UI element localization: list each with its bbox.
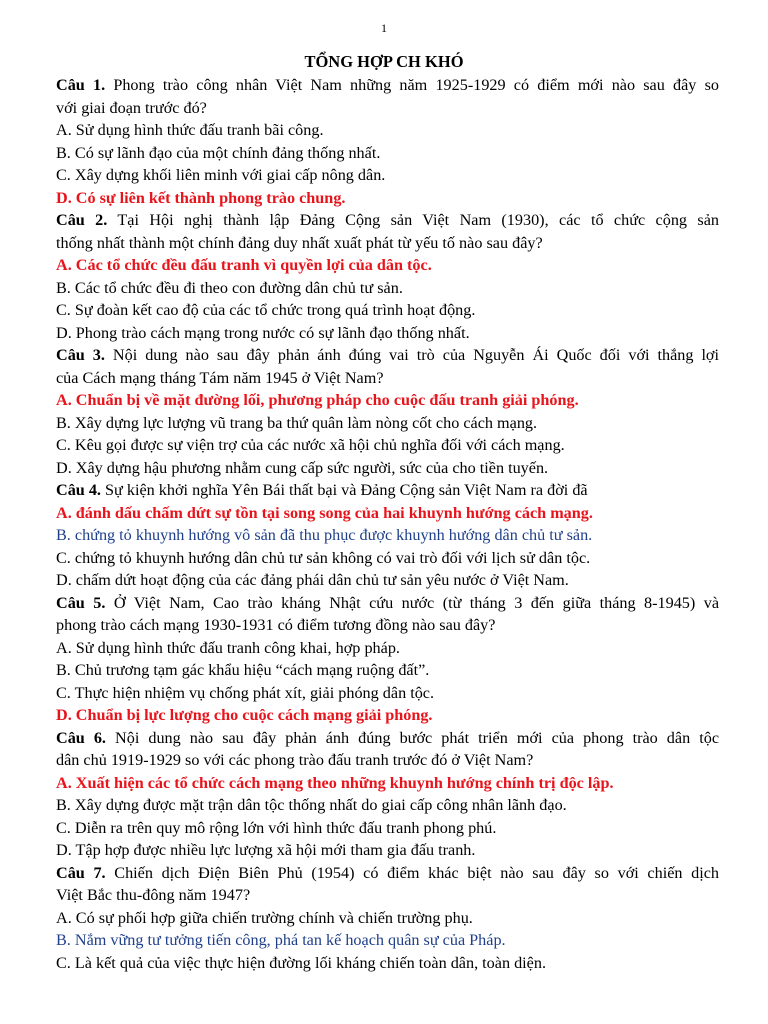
answer-option: D. Tập hợp được nhiều lực lượng xã hội mới tham gia đấu tranh. — [56, 841, 476, 859]
question-stem — [56, 862, 719, 885]
question-stem — [56, 344, 719, 367]
question-stem — [56, 727, 719, 750]
question-stem — [56, 592, 719, 615]
question-label: Câu 5. — [56, 593, 106, 612]
question-text: Chiến dịch Điện Biên Phủ (1954) có điểm khác biệt nào sau đây so với chiến dịch — [114, 863, 719, 882]
question-stem — [56, 209, 719, 232]
answer-option-correct: A. Các tổ chức đều đấu tranh vì quyền lợi của dân tộc. — [56, 256, 432, 274]
question-text: với giai đoạn trước đó? — [56, 98, 207, 117]
answer-option: D. chấm dứt hoạt động của các đảng phái dân chủ tư sản yêu nước ở Việt Nam. — [56, 571, 569, 589]
question-label: Câu 6. — [56, 728, 106, 747]
answer-option: C. Sự đoàn kết cao độ của các tổ chức trong quá trình hoạt động. — [56, 301, 476, 319]
answer-option: D. Phong trào cách mạng trong nước có sự lãnh đạo thống nhất. — [56, 323, 470, 342]
question-stem-continuation — [56, 97, 719, 120]
answer-option: C. Diễn ra trên quy mô rộng lớn với hình thức đấu tranh phong phú. — [56, 818, 497, 837]
question-label: Câu 4. — [56, 481, 101, 499]
question-stem-continuation — [56, 614, 719, 637]
answer-option: C. Là kết quả của việc thực hiện đường lối kháng chiến toàn dân, toàn diện. — [56, 953, 547, 972]
answer-option: B. Các tổ chức đều đi theo con đường dân chủ tư sản. — [56, 278, 403, 297]
document-title: TỔNG HỢP CH KHÓ — [304, 52, 464, 71]
question-block — [56, 862, 719, 975]
question-label: Câu 7. — [56, 863, 106, 882]
answer-option: D. Xây dựng hậu phương nhằm cung cấp sức người, sức của cho tiền tuyến. — [56, 458, 549, 477]
answer-option: C. chứng tỏ khuynh hướng dân chủ tư sản không có vai trò đối với lịch sử dân tộc. — [56, 548, 591, 567]
question-stem-continuation — [56, 884, 719, 907]
answer-option: C. Xây dựng khối liên minh với giai cấp nông dân. — [56, 166, 386, 184]
question-block — [56, 592, 719, 727]
answer-option-correct: D. Chuẩn bị lực lượng cho cuộc cách mạng giải phóng. — [56, 706, 433, 724]
answer-option-correct: A. đánh dấu chấm dứt sự tồn tại song song của hai khuynh hướng cách mạng. — [56, 503, 593, 522]
question-stem-continuation — [56, 749, 719, 772]
question-text: Việt Bắc thu-đông năm 1947? — [56, 886, 251, 904]
question-label: Câu 2. — [56, 211, 108, 229]
answer-option: B. Xây dựng lực lượng vũ trang ba thứ quân làm nòng cốt cho cách mạng. — [56, 413, 538, 432]
answer-option-correct: A. Chuẩn bị về mặt đường lối, phương pháp cho cuộc đấu tranh giải phóng. — [56, 391, 579, 409]
question-text: Nội dung nào sau đây phản ánh đúng vai trò của Nguyễn Ái Quốc đối với thắng lợi — [112, 346, 719, 364]
question-block — [56, 209, 719, 344]
question-text: thống nhất thành một chính đảng duy nhất xuất phát từ yếu tố nào sau đây? — [56, 233, 543, 252]
answer-option: A. Có sự phối hợp giữa chiến trường chính và chiến trường phụ. — [56, 908, 473, 927]
answer-option: C. Kêu gọi được sự viện trợ của các nước xã hội chủ nghĩa đối với cách mạng. — [56, 436, 565, 454]
question-stem — [56, 74, 719, 97]
answer-option: C. Thực hiện nhiệm vụ chống phát xít, giải phóng dân tộc. — [56, 683, 435, 702]
answer-option: B. Xây dựng được mặt trận dân tộc thống nhất do giai cấp công nhân lãnh đạo. — [56, 796, 567, 814]
question-text: phong trào cách mạng 1930-1931 có điểm tương đồng nào sau đây? — [56, 616, 496, 634]
answer-option: A. Sử dụng hình thức đấu tranh bãi công. — [56, 121, 324, 139]
question-block — [56, 727, 719, 862]
question-block — [56, 344, 719, 479]
question-block — [56, 479, 719, 592]
question-text: Phong trào công nhân Việt Nam những năm 1925-1929 có điểm mới nào sau đây so — [113, 76, 719, 94]
question-stem — [56, 479, 719, 502]
page-number: 1 — [381, 21, 387, 35]
question-text: của Cách mạng tháng Tám năm 1945 ở Việt Nam? — [56, 368, 384, 387]
question-label: Câu 1. — [56, 76, 106, 94]
question-text: dân chủ 1919-1929 so với các phong trào đấu tranh trước đó ở Việt Nam? — [56, 751, 534, 769]
question-text: Nội dung nào sau đây phản ánh đúng bước phát triển mới của phong trào dân tộc — [115, 728, 720, 747]
answer-option-correct: A. Xuất hiện các tổ chức cách mạng theo những khuynh hướng chính trị độc lập. — [56, 773, 614, 792]
question-block — [56, 74, 719, 209]
answer-option: B. Nắm vững tư tưởng tiến công, phá tan kế hoạch quân sự của Pháp. — [56, 931, 506, 949]
answer-option-correct: D. Có sự liên kết thành phong trào chung. — [56, 188, 346, 207]
answer-option: B. Có sự lãnh đạo của một chính đảng thống nhất. — [56, 143, 381, 162]
answer-option: B. chứng tỏ khuynh hướng vô sản đã thu phục được khuynh hướng dân chủ tư sản. — [56, 526, 593, 544]
answer-option: A. Sử dụng hình thức đấu tranh công khai, hợp pháp. — [56, 638, 400, 657]
question-stem-continuation — [56, 232, 719, 255]
question-text: Ở Việt Nam, Cao trào kháng Nhật cứu nước (từ tháng 3 đến giữa tháng 8-1945) và — [113, 593, 720, 612]
question-text: Sự kiện khởi nghĩa Yên Bái thất bại và Đảng Cộng sản Việt Nam ra đời đã — [105, 481, 588, 499]
question-label: Câu 3. — [56, 346, 105, 364]
question-list — [56, 74, 719, 974]
question-stem-continuation — [56, 367, 719, 390]
question-text: Tại Hội nghị thành lập Đảng Cộng sản Việt Nam (1930), các tổ chức cộng sản — [117, 211, 719, 229]
answer-option: B. Chủ trương tạm gác khẩu hiệu “cách mạng ruộng đất”. — [56, 661, 430, 679]
